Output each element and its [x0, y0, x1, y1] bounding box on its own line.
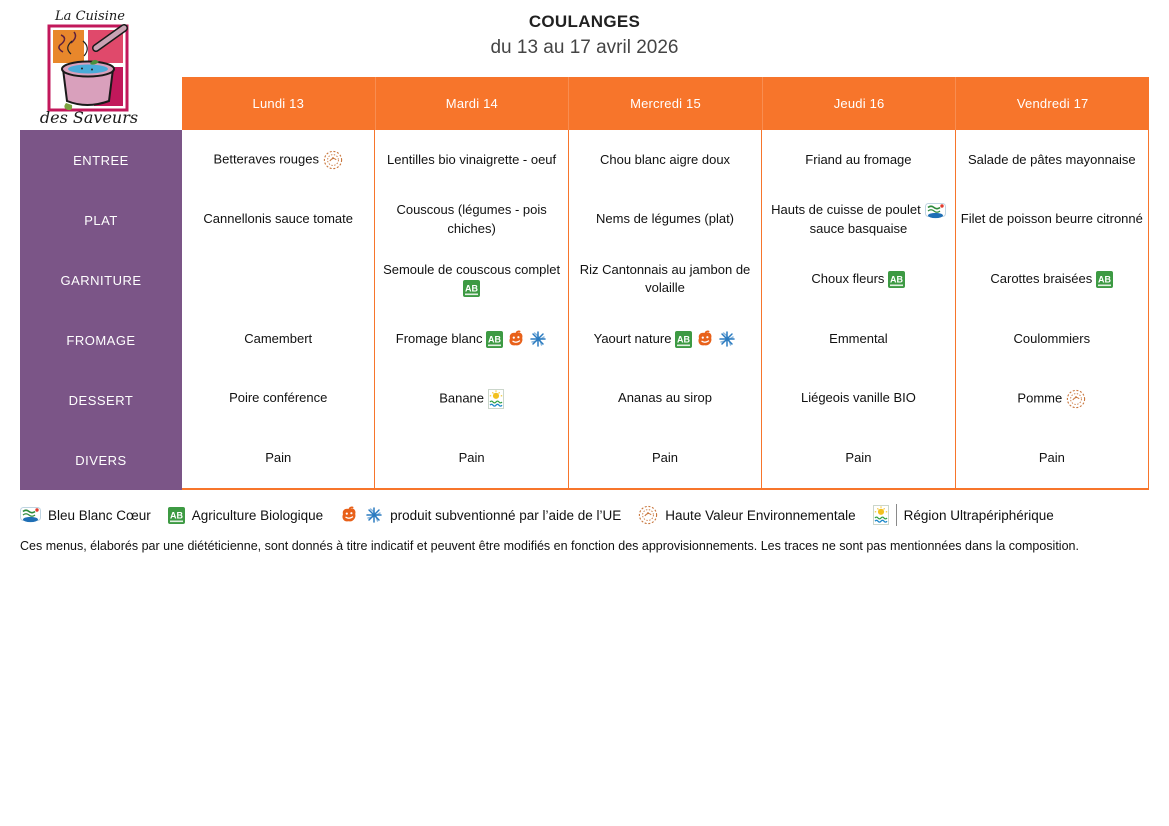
- row-header-col: [20, 130, 182, 490]
- menu-column-jeudi-16: [762, 130, 955, 488]
- cell-fromage-mercredi-15: [569, 309, 761, 369]
- row-header-divers: DIVERS: [75, 452, 127, 468]
- dish-name: Poire conférence: [229, 390, 328, 406]
- cell-plat-vendredi-17: [956, 190, 1148, 250]
- day-header-jeudi-16: Jeudi 16: [762, 77, 956, 130]
- agriculture-biologique-icon: [463, 280, 480, 297]
- cell-fromage-jeudi-16: [762, 309, 954, 369]
- disclaimer-text: Ces menus, élaborés par une diététicienne, sont donnés à titre indicatif et peuvent être modifiés en fonction des approvisionnements. Les traces ne sont pas mentionnées dans la composition.: [20, 539, 1079, 553]
- dish-name: Riz Cantonnais au jambon de volaille: [579, 261, 751, 296]
- cell-content: [1014, 330, 1091, 348]
- cell-plat-jeudi-16: [762, 190, 954, 250]
- dish-name: Emmental: [829, 330, 888, 346]
- title-block: [20, 12, 1149, 59]
- cell-content: [387, 151, 556, 169]
- svg-text:AB: AB: [1098, 274, 1112, 285]
- row-header-garniture: GARNITURE: [60, 272, 142, 288]
- cell-content: [265, 449, 291, 467]
- eu-subsidy-blue-icon: [718, 330, 736, 348]
- day-header-lundi-13: Lundi 13: [252, 96, 305, 111]
- cell-dessert-jeudi-16: [762, 369, 954, 429]
- dish-name: Choux fleurs: [811, 271, 885, 287]
- cell-content: [652, 449, 678, 467]
- cell-entree-lundi-13: [182, 130, 374, 190]
- haute-valeur-environnementale-icon: [323, 150, 343, 170]
- legend-item-agriculture-biologique: [168, 507, 323, 524]
- menu-column-mercredi-15: [569, 130, 762, 488]
- dish-name: Cannellonis sauce tomate: [203, 211, 353, 227]
- cell-plat-mardi-14: [375, 190, 567, 250]
- cell-divers-mercredi-15: [569, 428, 761, 488]
- svg-text:AB: AB: [488, 334, 502, 345]
- cell-dessert-vendredi-17: [956, 369, 1148, 429]
- cell-divers-vendredi-17: [956, 428, 1148, 488]
- menu-column-mardi-14: [375, 130, 568, 488]
- cell-entree-jeudi-16: [762, 130, 954, 190]
- cell-garniture-mardi-14: [375, 249, 567, 309]
- dish-name: Ananas au sirop: [618, 390, 712, 406]
- dish-name: Yaourt nature: [593, 330, 672, 346]
- cell-content: [1017, 389, 1086, 409]
- cell-garniture-mercredi-15: [569, 249, 761, 309]
- page-title: COULANGES: [528, 12, 641, 31]
- eu-subsidy-orange-icon: [507, 330, 525, 348]
- dish-name: Fromage blanc: [395, 330, 483, 346]
- cell-content: [383, 261, 560, 297]
- haute-valeur-environnementale-icon: [638, 505, 658, 525]
- row-header-entree: ENTREE: [73, 152, 129, 168]
- dish-name: Nems de légumes (plat): [596, 211, 735, 227]
- agriculture-biologique-icon: [675, 331, 692, 348]
- eu-subsidy-orange-icon: [696, 330, 714, 348]
- cell-fromage-vendredi-17: [956, 309, 1148, 369]
- cell-icon-row: [383, 280, 560, 297]
- dish-name: Betteraves rouges: [213, 151, 319, 167]
- dish-name: Carottes braisées: [990, 271, 1093, 287]
- legend-item-region-ultraperipherique: [873, 504, 1054, 526]
- legend-divider: [896, 504, 897, 526]
- bleu-blanc-coeur-icon: [20, 507, 41, 523]
- cell-content: [618, 389, 712, 407]
- cell-divers-mardi-14: [375, 428, 567, 488]
- cell-content: [771, 201, 946, 237]
- agriculture-biologique-icon: [486, 331, 503, 348]
- day-header-vendredi-17: Vendredi 17: [955, 77, 1149, 130]
- eu-subsidy-blue-icon: [529, 330, 547, 348]
- dish-name: Pain: [265, 450, 292, 466]
- svg-text:AB: AB: [169, 510, 183, 520]
- cell-content: [396, 330, 548, 349]
- svg-text:AB: AB: [890, 274, 904, 285]
- dish-name: Coulommiers: [1013, 330, 1091, 346]
- cell-plat-lundi-13: [182, 190, 374, 250]
- haute-valeur-environnementale-icon: [1066, 389, 1086, 409]
- region-ultraperipherique-icon: [488, 389, 504, 409]
- menu-column-vendredi-17: [956, 130, 1149, 488]
- dish-name: Liégeois vanille BIO: [800, 390, 916, 406]
- cell-dessert-mardi-14: [375, 369, 567, 429]
- cell-content: [829, 330, 888, 348]
- row-header-dessert: DESSERT: [68, 392, 134, 408]
- region-ultraperipherique-icon: [873, 505, 889, 525]
- cell-entree-mardi-14: [375, 130, 567, 190]
- row-header-fromage: FROMAGE: [66, 332, 136, 348]
- cell-content: [961, 210, 1143, 228]
- dish-name: Camembert: [244, 330, 313, 346]
- dish-name: Hauts de cuisse de poulet: [771, 202, 921, 218]
- cell-divers-jeudi-16: [762, 428, 954, 488]
- eu-subsidy-blue-icon: [365, 506, 383, 524]
- cell-content: [203, 210, 353, 228]
- cell-content: [594, 330, 737, 349]
- cell-content: [1039, 449, 1065, 467]
- row-header-plat: PLAT: [84, 212, 118, 228]
- cell-content: [600, 151, 730, 169]
- dish-name: Semoule de couscous complet: [383, 262, 561, 278]
- dish-name: Pain: [458, 450, 485, 466]
- legend-item-produit-subventionne-par-l-aide-de-l-ue: [340, 506, 621, 524]
- eu-subsidy-orange-icon: [340, 506, 358, 524]
- day-header-mercredi-15: Mercredi 15: [568, 77, 762, 130]
- cell-entree-mercredi-15: [569, 130, 761, 190]
- cell-content: [990, 270, 1113, 288]
- legend-label: Haute Valeur Environnementale: [665, 507, 856, 523]
- cell-content: [213, 150, 343, 170]
- legend-label: produit subventionné par l’aide de l’UE: [390, 507, 622, 523]
- dish-name: Salade de pâtes mayonnaise: [967, 151, 1136, 167]
- bleu-blanc-coeur-icon: [925, 203, 946, 219]
- legend: [20, 502, 1054, 528]
- menu-grid: [182, 130, 1149, 490]
- menu-column-lundi-13: [182, 130, 375, 488]
- agriculture-biologique-icon: [888, 271, 905, 288]
- cell-content: [229, 389, 327, 407]
- dish-name-line2: sauce basquaise: [809, 220, 908, 236]
- page-subtitle: du 13 au 17 avril 2026: [490, 37, 679, 58]
- legend-label: Agriculture Biologique: [191, 507, 324, 523]
- cell-content: [801, 389, 916, 407]
- cell-garniture-lundi-13: [182, 249, 374, 309]
- legend-label: Région Ultrapériphérique: [903, 507, 1054, 523]
- cell-content: [811, 270, 905, 288]
- dish-name: Friand au fromage: [805, 151, 912, 167]
- cell-content: [573, 261, 757, 297]
- dish-name: Filet de poisson beurre citronné: [960, 211, 1143, 227]
- cell-garniture-vendredi-17: [956, 249, 1148, 309]
- cell-dessert-mercredi-15: [569, 369, 761, 429]
- cell-garniture-jeudi-16: [762, 249, 954, 309]
- dish-name: Couscous (légumes - pois chiches): [396, 202, 547, 236]
- dish-name: Pain: [652, 450, 679, 466]
- dish-name: Banane: [439, 389, 485, 405]
- dish-name: Chou blanc aigre doux: [599, 151, 731, 167]
- cell-content: [244, 330, 312, 348]
- dish-name: Lentilles bio vinaigrette - oeuf: [387, 151, 557, 167]
- day-header-row: [182, 77, 1149, 130]
- cell-content: [459, 449, 485, 467]
- day-header-mardi-14: Mardi 14: [375, 77, 569, 130]
- agriculture-biologique-icon: [168, 507, 185, 524]
- cell-content: [805, 151, 911, 169]
- legend-label: Bleu Blanc Cœur: [48, 507, 151, 523]
- logo-text-top: La Cuisine: [55, 9, 125, 24]
- logo-text-bottom: des Saveurs: [39, 108, 139, 127]
- cell-content: [596, 210, 734, 228]
- dish-name: Pain: [845, 450, 872, 466]
- agriculture-biologique-icon: [1096, 271, 1113, 288]
- cell-entree-vendredi-17: [956, 130, 1148, 190]
- cell-dessert-lundi-13: [182, 369, 374, 429]
- legend-item-haute-valeur-environnementale: [638, 505, 855, 525]
- cell-content: [968, 151, 1136, 169]
- svg-text:AB: AB: [465, 283, 479, 294]
- cell-fromage-mardi-14: [375, 309, 567, 369]
- cell-content: [379, 201, 563, 237]
- cell-plat-mercredi-15: [569, 190, 761, 250]
- cell-divers-lundi-13: [182, 428, 374, 488]
- cell-content: [845, 449, 871, 467]
- legend-item-bleu-blanc-c-ur: [20, 507, 151, 523]
- svg-text:AB: AB: [677, 334, 691, 345]
- cell-content: [439, 389, 504, 409]
- cell-fromage-lundi-13: [182, 309, 374, 369]
- dish-name: Pomme: [1017, 389, 1063, 405]
- dish-name: Pain: [1038, 450, 1065, 466]
